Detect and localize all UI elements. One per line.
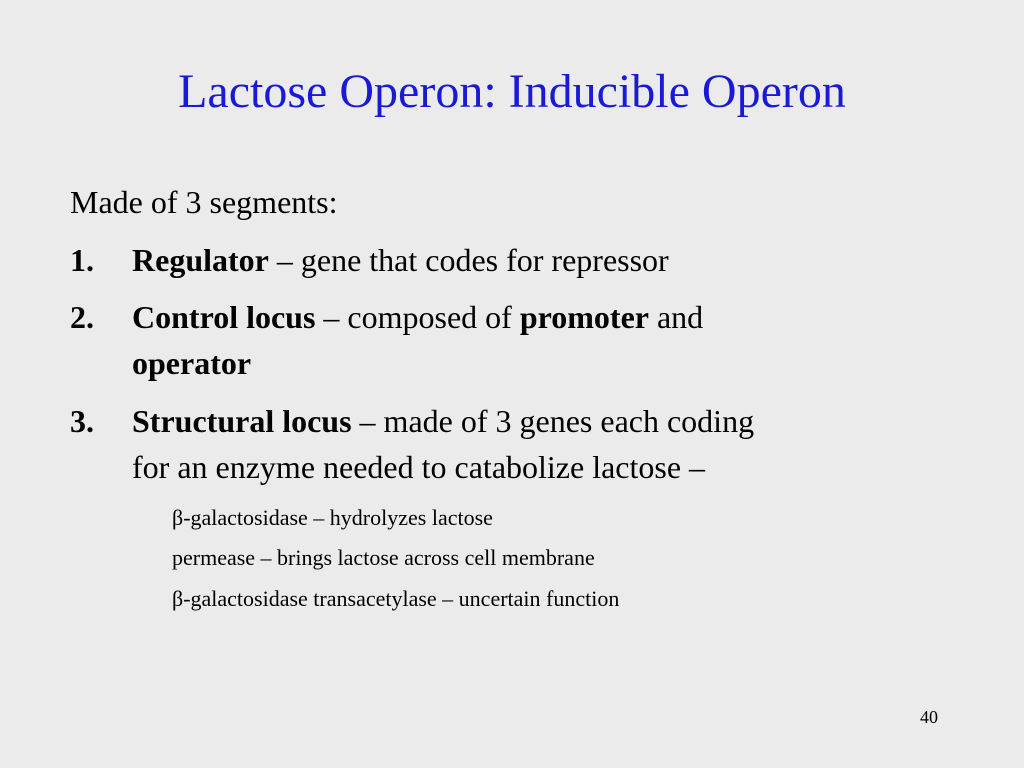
list-item-line (132, 294, 950, 340)
slide-title: Lactose Operon: Inducible Operon (178, 65, 846, 118)
subitem-transacetylase: β-galactosidase transacetylase – uncertain function (172, 586, 620, 611)
intro-text: Made of 3 segments: (70, 184, 338, 220)
term-structural-locus: Structural locus (132, 403, 352, 439)
list-item-text (132, 294, 950, 386)
list-item-regulator (70, 237, 950, 283)
term-control-locus: Control locus (132, 299, 316, 335)
list-item-line (132, 237, 950, 283)
control-locus-description: – composed of (315, 299, 520, 335)
list-number: 3. (70, 403, 94, 439)
subitem-galactosidase: β-galactosidase – hydrolyzes lactose (172, 505, 493, 530)
list-item-line (132, 398, 950, 444)
term-promoter: promoter (519, 299, 649, 335)
subitem-permease: permease – brings lactose across cell membrane (172, 545, 595, 570)
page-number: 40 (920, 707, 938, 727)
term-regulator: Regulator (132, 242, 269, 278)
structural-locus-description: – made of 3 genes each coding (351, 403, 755, 439)
list-item-text (132, 237, 950, 283)
list-number: 1. (70, 242, 94, 278)
list-item-structural-locus (70, 398, 950, 490)
list-item-line: for an enzyme needed to catabolize lactose – (132, 449, 706, 485)
list-item-line (132, 340, 950, 386)
list-number: 2. (70, 299, 94, 335)
regulator-description: – gene that codes for repressor (268, 242, 669, 278)
list-item-text (132, 398, 950, 490)
list-item-control-locus (70, 294, 950, 386)
term-operator: operator (132, 345, 252, 381)
control-locus-conjunction: and (648, 299, 704, 335)
